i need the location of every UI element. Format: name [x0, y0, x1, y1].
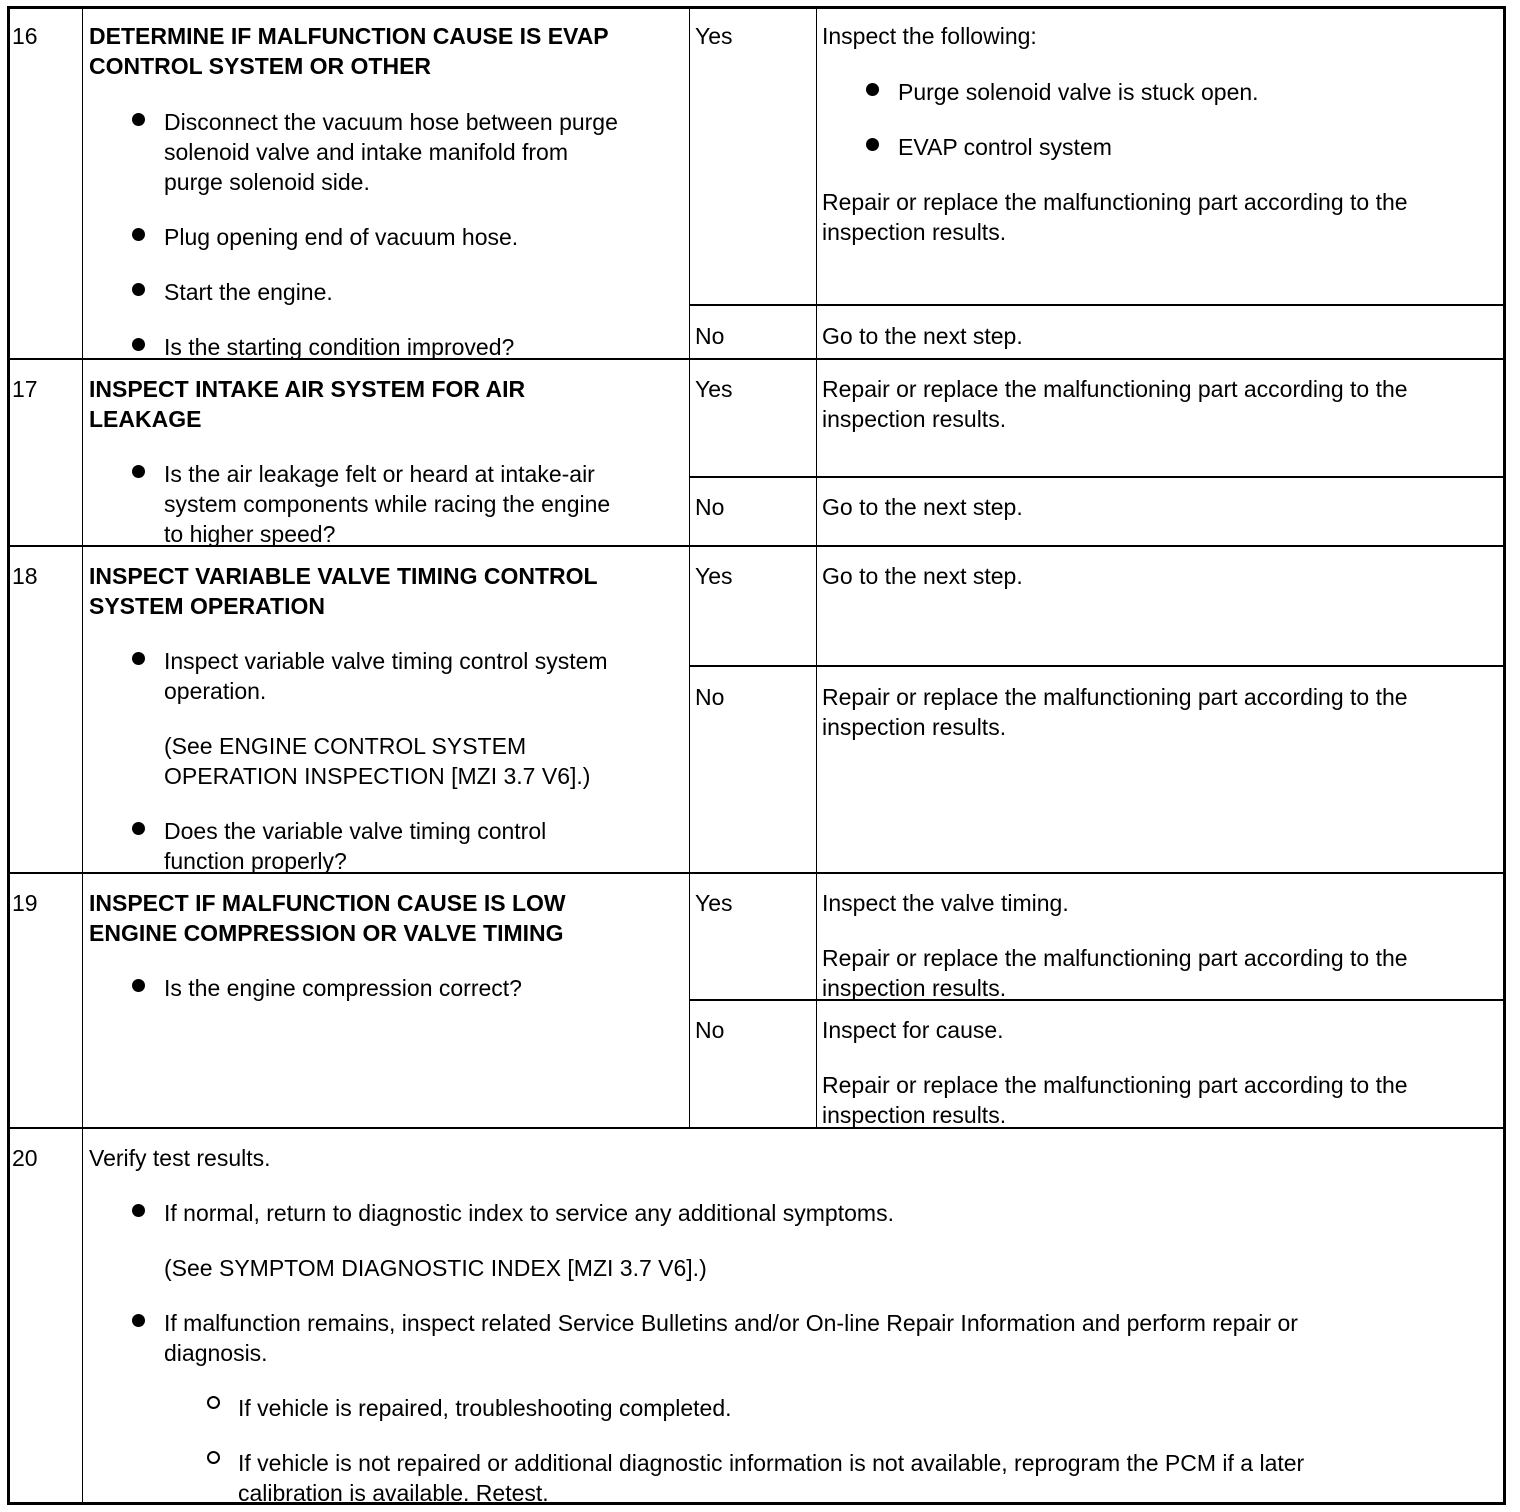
bullet-icon [132, 652, 145, 665]
action-text: Inspect the following: [822, 23, 1037, 49]
bullet-icon [132, 228, 145, 241]
action-text: inspection results. [822, 714, 1007, 740]
action-item: EVAP control system [898, 134, 1112, 160]
check-item: purge solenoid side. [164, 169, 370, 195]
column-divider [816, 9, 817, 1128]
circle-bullet-icon [207, 1396, 220, 1409]
sub-item: If vehicle is repaired, troubleshooting completed. [238, 1395, 732, 1421]
action-text: inspection results. [822, 1102, 1007, 1128]
check-item: operation. [164, 678, 267, 704]
action-text: Repair or replace the malfunctioning part according to the [822, 1072, 1408, 1098]
action-text: inspection results. [822, 219, 1007, 245]
bullet-icon [132, 1204, 145, 1217]
reference-text: OPERATION INSPECTION [MZI 3.7 V6].) [164, 763, 591, 789]
check-item: solenoid valve and intake manifold from [164, 139, 569, 165]
diagnostic-table [7, 6, 1506, 1505]
row-divider [10, 1127, 1506, 1129]
action-text: Repair or replace the malfunctioning part according to the [822, 945, 1408, 971]
action-text: Repair or replace the malfunctioning part according to the [822, 376, 1408, 402]
check-item: Plug opening end of vacuum hose. [164, 224, 519, 250]
check-item: If normal, return to diagnostic index to service any additional symptoms. [164, 1200, 894, 1226]
action-text: Repair or replace the malfunctioning part according to the [822, 189, 1408, 215]
action-text: Inspect for cause. [822, 1017, 1004, 1043]
yes-label: Yes [695, 563, 733, 589]
step-title: ENGINE COMPRESSION OR VALVE TIMING [89, 920, 564, 946]
row-divider [689, 999, 1506, 1001]
check-item: Is the engine compression correct? [164, 975, 522, 1001]
action-text: Go to the next step. [822, 563, 1023, 589]
row-divider [689, 304, 1506, 306]
no-label: No [695, 1017, 725, 1043]
row-divider [689, 665, 1506, 667]
action-text: Repair or replace the malfunctioning part according to the [822, 684, 1408, 710]
reference-text: (See ENGINE CONTROL SYSTEM [164, 733, 527, 759]
no-label: No [695, 323, 725, 349]
step-title: CONTROL SYSTEM OR OTHER [89, 53, 432, 79]
column-divider [82, 9, 83, 1505]
check-item: diagnosis. [164, 1340, 268, 1366]
action-item: Purge solenoid valve is stuck open. [898, 79, 1259, 105]
step-title: INSPECT INTAKE AIR SYSTEM FOR AIR [89, 376, 526, 402]
sub-item: calibration is available. Retest. [238, 1480, 549, 1506]
reference-text: (See SYMPTOM DIAGNOSTIC INDEX [MZI 3.7 V6].) [164, 1255, 707, 1281]
row-divider [689, 476, 1506, 478]
step-number: 19 [12, 890, 38, 916]
step-number: 17 [12, 376, 38, 402]
step-title: SYSTEM OPERATION [89, 593, 325, 619]
yes-label: Yes [695, 890, 733, 916]
bullet-icon [866, 83, 879, 96]
check-item: Disconnect the vacuum hose between purge [164, 109, 618, 135]
circle-bullet-icon [207, 1451, 220, 1464]
step-number: 20 [12, 1145, 38, 1171]
action-text: Go to the next step. [822, 494, 1023, 520]
check-item: Is the air leakage felt or heard at intake-air [164, 461, 595, 487]
check-item: If malfunction remains, inspect related Service Bulletins and/or On-line Repair Information and perform repair or [164, 1310, 1298, 1336]
column-divider [689, 9, 690, 1128]
bullet-icon [866, 138, 879, 151]
check-item: Inspect variable valve timing control system [164, 648, 608, 674]
bullet-icon [132, 283, 145, 296]
step-title: INSPECT VARIABLE VALVE TIMING CONTROL [89, 563, 598, 589]
bullet-icon [132, 979, 145, 992]
check-item: to higher speed? [164, 521, 336, 547]
check-item: Start the engine. [164, 279, 333, 305]
bullet-icon [132, 338, 145, 351]
action-text: inspection results. [822, 975, 1007, 1001]
step-number: 18 [12, 563, 38, 589]
check-item: system components while racing the engine [164, 491, 611, 517]
bullet-icon [132, 1314, 145, 1327]
bullet-icon [132, 822, 145, 835]
bullet-icon [132, 465, 145, 478]
step-title: LEAKAGE [89, 406, 202, 432]
check-item: Is the starting condition improved? [164, 334, 515, 360]
bullet-icon [132, 113, 145, 126]
action-text: Go to the next step. [822, 323, 1023, 349]
yes-label: Yes [695, 23, 733, 49]
yes-label: Yes [695, 376, 733, 402]
step-intro: Verify test results. [89, 1145, 271, 1171]
check-item: function properly? [164, 848, 347, 874]
no-label: No [695, 494, 725, 520]
no-label: No [695, 684, 725, 710]
sub-item: If vehicle is not repaired or additional diagnostic information is not available, reprogram the PCM if a later [238, 1450, 1305, 1476]
check-item: Does the variable valve timing control [164, 818, 547, 844]
step-number: 16 [12, 23, 38, 49]
step-title: DETERMINE IF MALFUNCTION CAUSE IS EVAP [89, 23, 609, 49]
step-title: INSPECT IF MALFUNCTION CAUSE IS LOW [89, 890, 566, 916]
action-text: Inspect the valve timing. [822, 890, 1069, 916]
action-text: inspection results. [822, 406, 1007, 432]
